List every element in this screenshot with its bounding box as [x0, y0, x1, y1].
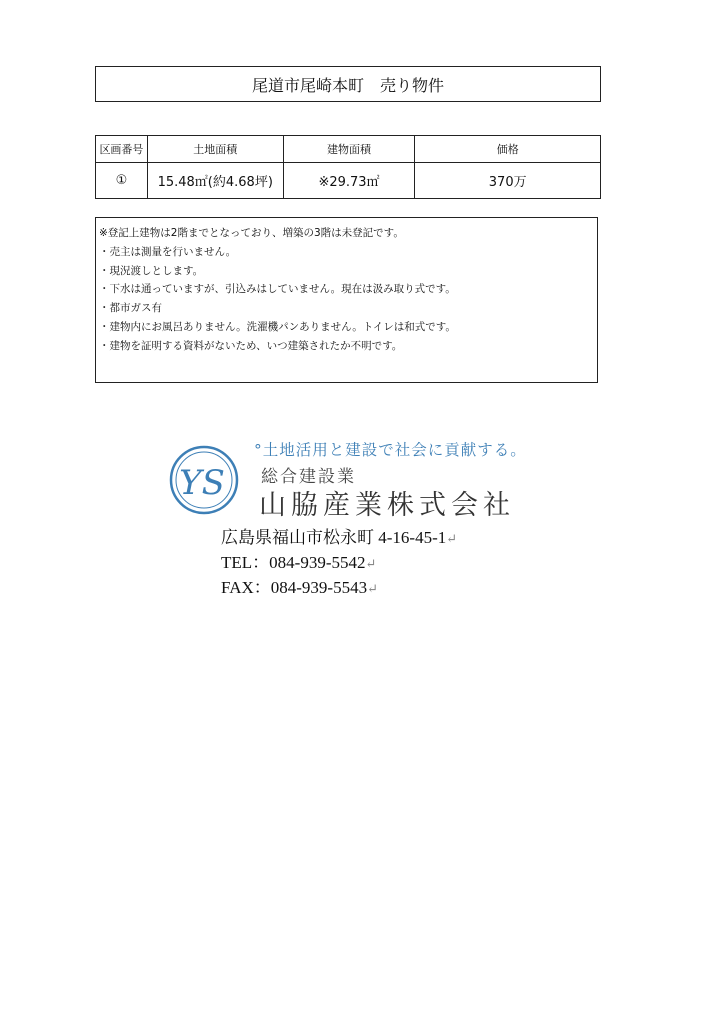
table-header-row: [96, 136, 601, 163]
address-text: 広島県福山市松永町 4-16-45-1: [221, 528, 447, 547]
company-kind: 総合建設業: [261, 467, 356, 487]
header-lot-number: 区画番号: [96, 136, 148, 163]
note-line: ※登記上建物は2階までとなっており、増築の3階は未登記です。: [99, 227, 404, 239]
company-fax: [221, 573, 378, 598]
fax-text: FAX：084-939-5543: [221, 578, 368, 597]
note-line: ・都市ガス有: [99, 302, 162, 315]
company-block: [166, 438, 536, 598]
notes-box: [95, 217, 598, 383]
return-mark: ↵: [367, 581, 378, 596]
table-row: [96, 163, 601, 199]
note-line: ・売主は測量を行いません。: [99, 245, 237, 258]
company-slogan: °土地活用と建設で社会に貢献する。: [254, 441, 527, 459]
header-price: 価格: [415, 136, 601, 163]
header-land-area: 土地面積: [147, 136, 283, 163]
note-line: ・建物内にお風呂ありません。洗濯機パンありません。トイレは和式です。: [99, 320, 456, 333]
company-name: 山脇産業株式会社: [259, 490, 515, 521]
note-line: ・現況渡しとします。: [99, 264, 204, 277]
company-address: [221, 523, 457, 548]
cell-building-area: ※29.73㎡: [283, 163, 415, 199]
note-line: ・建物を証明する資料がないため、いつ建築されたか不明です。: [99, 339, 403, 352]
header-building-area: 建物面積: [283, 136, 415, 163]
cell-price: 370万: [415, 163, 601, 199]
tel-text: TEL：084-939-5542: [221, 553, 366, 572]
company-logo-icon: [166, 438, 246, 518]
company-tel: [221, 548, 376, 573]
cell-lot-number: ①: [96, 163, 148, 199]
return-mark: ↵: [365, 556, 377, 571]
property-table: [95, 135, 601, 199]
cell-land-area: 15.48㎡(約4.68坪): [147, 163, 283, 199]
return-mark: ↵: [446, 531, 458, 546]
logo-letters: YS: [179, 463, 225, 503]
page-title: 尾道市尾崎本町 売り物件: [95, 66, 601, 102]
note-line: ・下水は通っていますが、引込みはしていません。現在は汲み取り式です。: [99, 283, 456, 296]
